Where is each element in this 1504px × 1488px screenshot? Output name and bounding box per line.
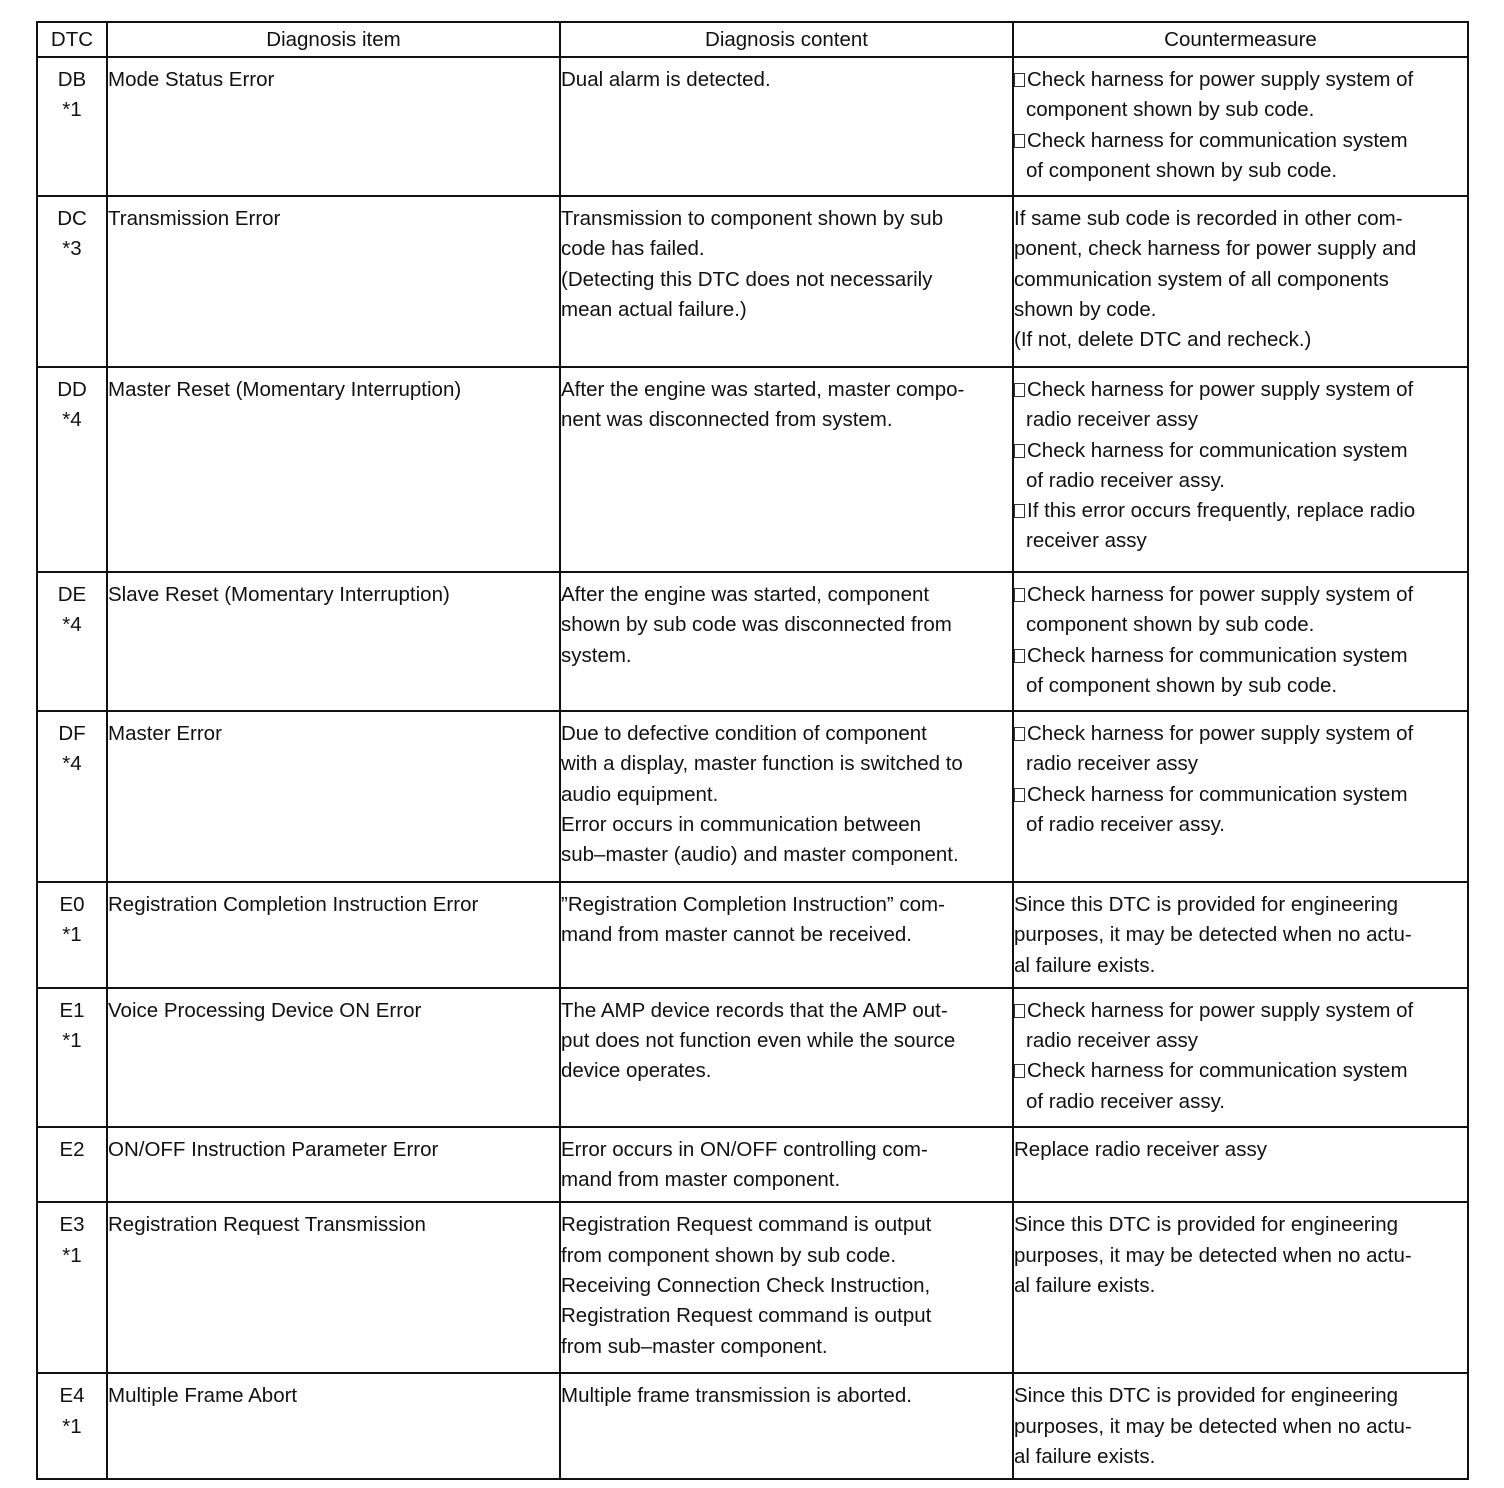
countermeasure-text: component shown by sub code. [1026,98,1315,122]
countermeasure-line [1014,1026,1467,1056]
diagnosis-content-line: audio equipment. [561,782,719,806]
diagnosis-item-text: Master Error [108,722,222,745]
dtc-cell [37,988,107,1127]
countermeasure-line [1014,1412,1467,1442]
diagnosis-item-cell [107,367,560,572]
diagnosis-content-line: from component shown by sub code. [561,1243,897,1267]
countermeasure-line [1014,265,1467,295]
dtc-footnote: *1 [62,1029,82,1053]
countermeasure-text: receiver assy [1026,529,1147,553]
countermeasure-cell [1013,196,1468,367]
dtc-cell [37,1202,107,1373]
countermeasure-text: al failure exists. [1014,1445,1156,1469]
diagnosis-content-line: with a display, master function is switched to [561,752,963,776]
countermeasure-line [1014,1381,1467,1411]
header-countermeasure: Countermeasure [1013,22,1468,57]
countermeasure-cell [1013,882,1468,988]
countermeasure-line [1014,1135,1467,1165]
diagnosis-content-line: The AMP device records that the AMP out- [561,998,948,1022]
diagnosis-content-cell [560,711,1013,882]
diagnosis-item-text: Slave Reset (Momentary Interruption) [108,583,450,606]
countermeasure-line [1014,749,1467,779]
countermeasure-text: Check harness for power supply system of [1027,722,1414,745]
countermeasure-line [1014,204,1467,234]
dtc-footnote: *3 [62,237,82,261]
diagnosis-content-line: put does not function even while the source [561,1029,956,1053]
countermeasure-text: Since this DTC is provided for engineering [1014,1384,1398,1408]
checkbox-bullet-icon [1014,649,1025,663]
dtc-code: DD [57,378,87,401]
dtc-cell [37,57,107,196]
dtc-footnote: *4 [62,408,82,432]
dtc-code: E1 [59,998,85,1022]
dtc-cell [37,367,107,572]
table-row [37,57,1468,196]
countermeasure-cell [1013,711,1468,882]
table-row [37,1127,1468,1203]
countermeasure-line [1014,295,1467,325]
countermeasure-line [1014,1442,1467,1472]
dtc-footnote: *4 [62,752,82,776]
dtc-footnote: *1 [62,1414,82,1438]
diagnosis-item-cell [107,1202,560,1373]
diagnosis-content-line: Due to defective condition of component [561,722,927,745]
diagnosis-content-line: mand from master cannot be received. [561,923,912,947]
diagnosis-content-line: code has failed. [561,237,705,261]
countermeasure-line [1014,580,1467,610]
countermeasure-text: al failure exists. [1014,953,1156,977]
countermeasure-line [1014,375,1467,405]
diagnosis-content-line: After the engine was started, component [561,583,930,606]
diagnosis-content-line: Error occurs in ON/OFF controlling com- [561,1137,928,1161]
countermeasure-text: Since this DTC is provided for engineering [1014,893,1398,916]
countermeasure-text: of radio receiver assy. [1026,812,1226,836]
dtc-table [36,21,1469,1480]
diagnosis-item-cell [107,196,560,367]
countermeasure-line [1014,1056,1467,1086]
countermeasure-text: of component shown by sub code. [1026,673,1338,697]
countermeasure-text: Replace radio receiver assy [1014,1137,1267,1161]
countermeasure-text: Check harness for power supply system of [1027,583,1414,606]
diagnosis-item-text: Mode Status Error [108,68,275,91]
countermeasure-text: shown by code. [1014,297,1157,321]
checkbox-bullet-icon [1014,504,1025,518]
countermeasure-line [1014,234,1467,264]
countermeasure-text: al failure exists. [1014,1274,1156,1298]
dtc-code: E0 [59,893,85,916]
countermeasure-line [1014,1241,1467,1271]
diagnosis-content-cell [560,57,1013,196]
countermeasure-line [1014,436,1467,466]
dtc-footnote: *4 [62,613,82,637]
countermeasure-text: purposes, it may be detected when no actu- [1014,923,1412,947]
diagnosis-item-text: Multiple Frame Abort [108,1384,298,1408]
diagnosis-item-text: Registration Completion Instruction Error [108,893,479,916]
countermeasure-text: Check harness for power supply system of [1027,68,1414,91]
countermeasure-line [1014,1271,1467,1301]
countermeasure-line [1014,325,1467,355]
countermeasure-text: If same sub code is recorded in other com- [1014,207,1403,230]
countermeasure-text: Check harness for communication system [1027,128,1408,152]
diagnosis-content-line: from sub–master component. [561,1334,828,1358]
diagnosis-content-cell [560,882,1013,988]
countermeasure-text: of radio receiver assy. [1026,468,1226,492]
countermeasure-text: Check harness for communication system [1027,782,1408,806]
diagnosis-item-text: ON/OFF Instruction Parameter Error [108,1137,439,1161]
table-row [37,1202,1468,1373]
dtc-footnote: *1 [62,98,82,122]
countermeasure-text: of component shown by sub code. [1026,158,1338,182]
diagnosis-content-line: After the engine was started, master compo- [561,378,965,401]
diagnosis-content-line: Dual alarm is detected. [561,68,771,91]
table-row [37,1373,1468,1479]
countermeasure-cell [1013,1373,1468,1479]
checkbox-bullet-icon [1014,134,1025,148]
countermeasure-text: purposes, it may be detected when no actu- [1014,1414,1412,1438]
diagnosis-item-cell [107,1373,560,1479]
countermeasure-line [1014,466,1467,496]
diagnosis-content-line: (Detecting this DTC does not necessarily [561,267,933,291]
countermeasure-line [1014,405,1467,435]
diagnosis-item-cell [107,57,560,196]
countermeasure-cell [1013,1202,1468,1373]
diagnosis-item-text: Voice Processing Device ON Error [108,998,422,1022]
countermeasure-cell [1013,367,1468,572]
countermeasure-line [1014,890,1467,920]
countermeasure-line [1014,526,1467,556]
diagnosis-content-line: Receiving Connection Check Instruction, [561,1274,931,1298]
table-row [37,882,1468,988]
table-row [37,367,1468,572]
checkbox-bullet-icon [1014,788,1025,802]
diagnosis-content-line: mean actual failure.) [561,297,747,321]
table-body [37,57,1468,1479]
header-dtc: DTC [37,22,107,57]
diagnosis-content-cell [560,1202,1013,1373]
dtc-code: DC [57,207,87,230]
dtc-code: DB [57,68,87,91]
diagnosis-item-cell [107,572,560,711]
dtc-footnote: *1 [62,923,82,947]
countermeasure-text: ponent, check harness for power supply and [1014,237,1417,261]
checkbox-bullet-icon [1014,727,1025,741]
diagnosis-content-line: system. [561,643,632,667]
header-diagnosis-item: Diagnosis item [107,22,560,57]
countermeasure-line [1014,719,1467,749]
checkbox-bullet-icon [1014,1064,1025,1078]
table-row [37,988,1468,1127]
diagnosis-content-line: Multiple frame transmission is aborted. [561,1384,912,1408]
countermeasure-cell [1013,988,1468,1127]
dtc-cell [37,1127,107,1203]
countermeasure-line [1014,671,1467,701]
dtc-cell [37,196,107,367]
countermeasure-line [1014,95,1467,125]
countermeasure-text: radio receiver assy [1026,752,1199,776]
countermeasure-line [1014,810,1467,840]
countermeasure-text: (If not, delete DTC and recheck.) [1014,328,1312,352]
countermeasure-text: If this error occurs frequently, replace radio [1027,499,1416,523]
countermeasure-line [1014,1087,1467,1117]
countermeasure-cell [1013,572,1468,711]
dtc-code: E3 [59,1213,85,1237]
countermeasure-line [1014,610,1467,640]
diagnosis-item-cell [107,711,560,882]
countermeasure-text: Check harness for communication system [1027,1059,1408,1083]
diagnosis-item-text: Registration Request Transmission [108,1213,426,1237]
countermeasure-cell [1013,1127,1468,1203]
table-header-row [37,22,1468,57]
dtc-code: DE [57,583,87,606]
diagnosis-content-line: mand from master component. [561,1168,841,1192]
diagnosis-item-cell [107,1127,560,1203]
checkbox-bullet-icon [1014,588,1025,602]
checkbox-bullet-icon [1014,1004,1025,1018]
diagnosis-content-cell [560,367,1013,572]
countermeasure-text: Check harness for communication system [1027,643,1408,667]
dtc-code: E2 [59,1137,85,1161]
dtc-cell [37,572,107,711]
countermeasure-line [1014,951,1467,981]
checkbox-bullet-icon [1014,73,1025,87]
countermeasure-text: Since this DTC is provided for engineering [1014,1213,1398,1237]
diagnosis-content-line: ”Registration Completion Instruction” com- [561,893,945,916]
checkbox-bullet-icon [1014,444,1025,458]
diagnosis-item-cell [107,882,560,988]
diagnosis-content-cell [560,572,1013,711]
diagnosis-content-line: shown by sub code was disconnected from [561,613,952,637]
diagnosis-item-text: Transmission Error [108,207,281,230]
countermeasure-line [1014,496,1467,526]
dtc-cell [37,882,107,988]
countermeasure-line [1014,126,1467,156]
countermeasure-line [1014,996,1467,1026]
checkbox-bullet-icon [1014,383,1025,397]
countermeasure-text: purposes, it may be detected when no actu- [1014,1243,1412,1267]
countermeasure-text: radio receiver assy [1026,408,1199,432]
countermeasure-text: communication system of all components [1014,267,1389,291]
countermeasure-text: Check harness for power supply system of [1027,378,1414,401]
dtc-cell [37,1373,107,1479]
diagnosis-content-line: Error occurs in communication between [561,812,922,836]
diagnosis-content-cell [560,196,1013,367]
diagnosis-content-cell [560,988,1013,1127]
countermeasure-line [1014,65,1467,95]
countermeasure-text: of radio receiver assy. [1026,1089,1226,1113]
table-row [37,572,1468,711]
table-row [37,196,1468,367]
diagnosis-content-line: sub–master (audio) and master component. [561,843,959,867]
countermeasure-text: Check harness for communication system [1027,438,1408,462]
dtc-footnote: *1 [62,1243,82,1267]
countermeasure-text: component shown by sub code. [1026,613,1315,637]
table-row [37,711,1468,882]
diagnosis-content-line: device operates. [561,1059,712,1083]
countermeasure-text: radio receiver assy [1026,1029,1199,1053]
countermeasure-cell [1013,57,1468,196]
countermeasure-line [1014,920,1467,950]
countermeasure-line [1014,1210,1467,1240]
diagnosis-content-line: Registration Request command is output [561,1213,932,1237]
diagnosis-content-cell [560,1373,1013,1479]
countermeasure-line [1014,641,1467,671]
dtc-cell [37,711,107,882]
header-diagnosis-content: Diagnosis content [560,22,1013,57]
diagnosis-content-line: Registration Request command is output [561,1304,932,1328]
dtc-code: DF [58,722,86,745]
diagnosis-content-cell [560,1127,1013,1203]
countermeasure-text: Check harness for power supply system of [1027,998,1414,1022]
diagnosis-item-cell [107,988,560,1127]
diagnosis-item-text: Master Reset (Momentary Interruption) [108,378,462,401]
diagnosis-content-line: nent was disconnected from system. [561,408,893,432]
diagnosis-content-line: Transmission to component shown by sub [561,207,944,230]
countermeasure-line [1014,780,1467,810]
countermeasure-line [1014,156,1467,186]
dtc-code: E4 [59,1384,85,1408]
